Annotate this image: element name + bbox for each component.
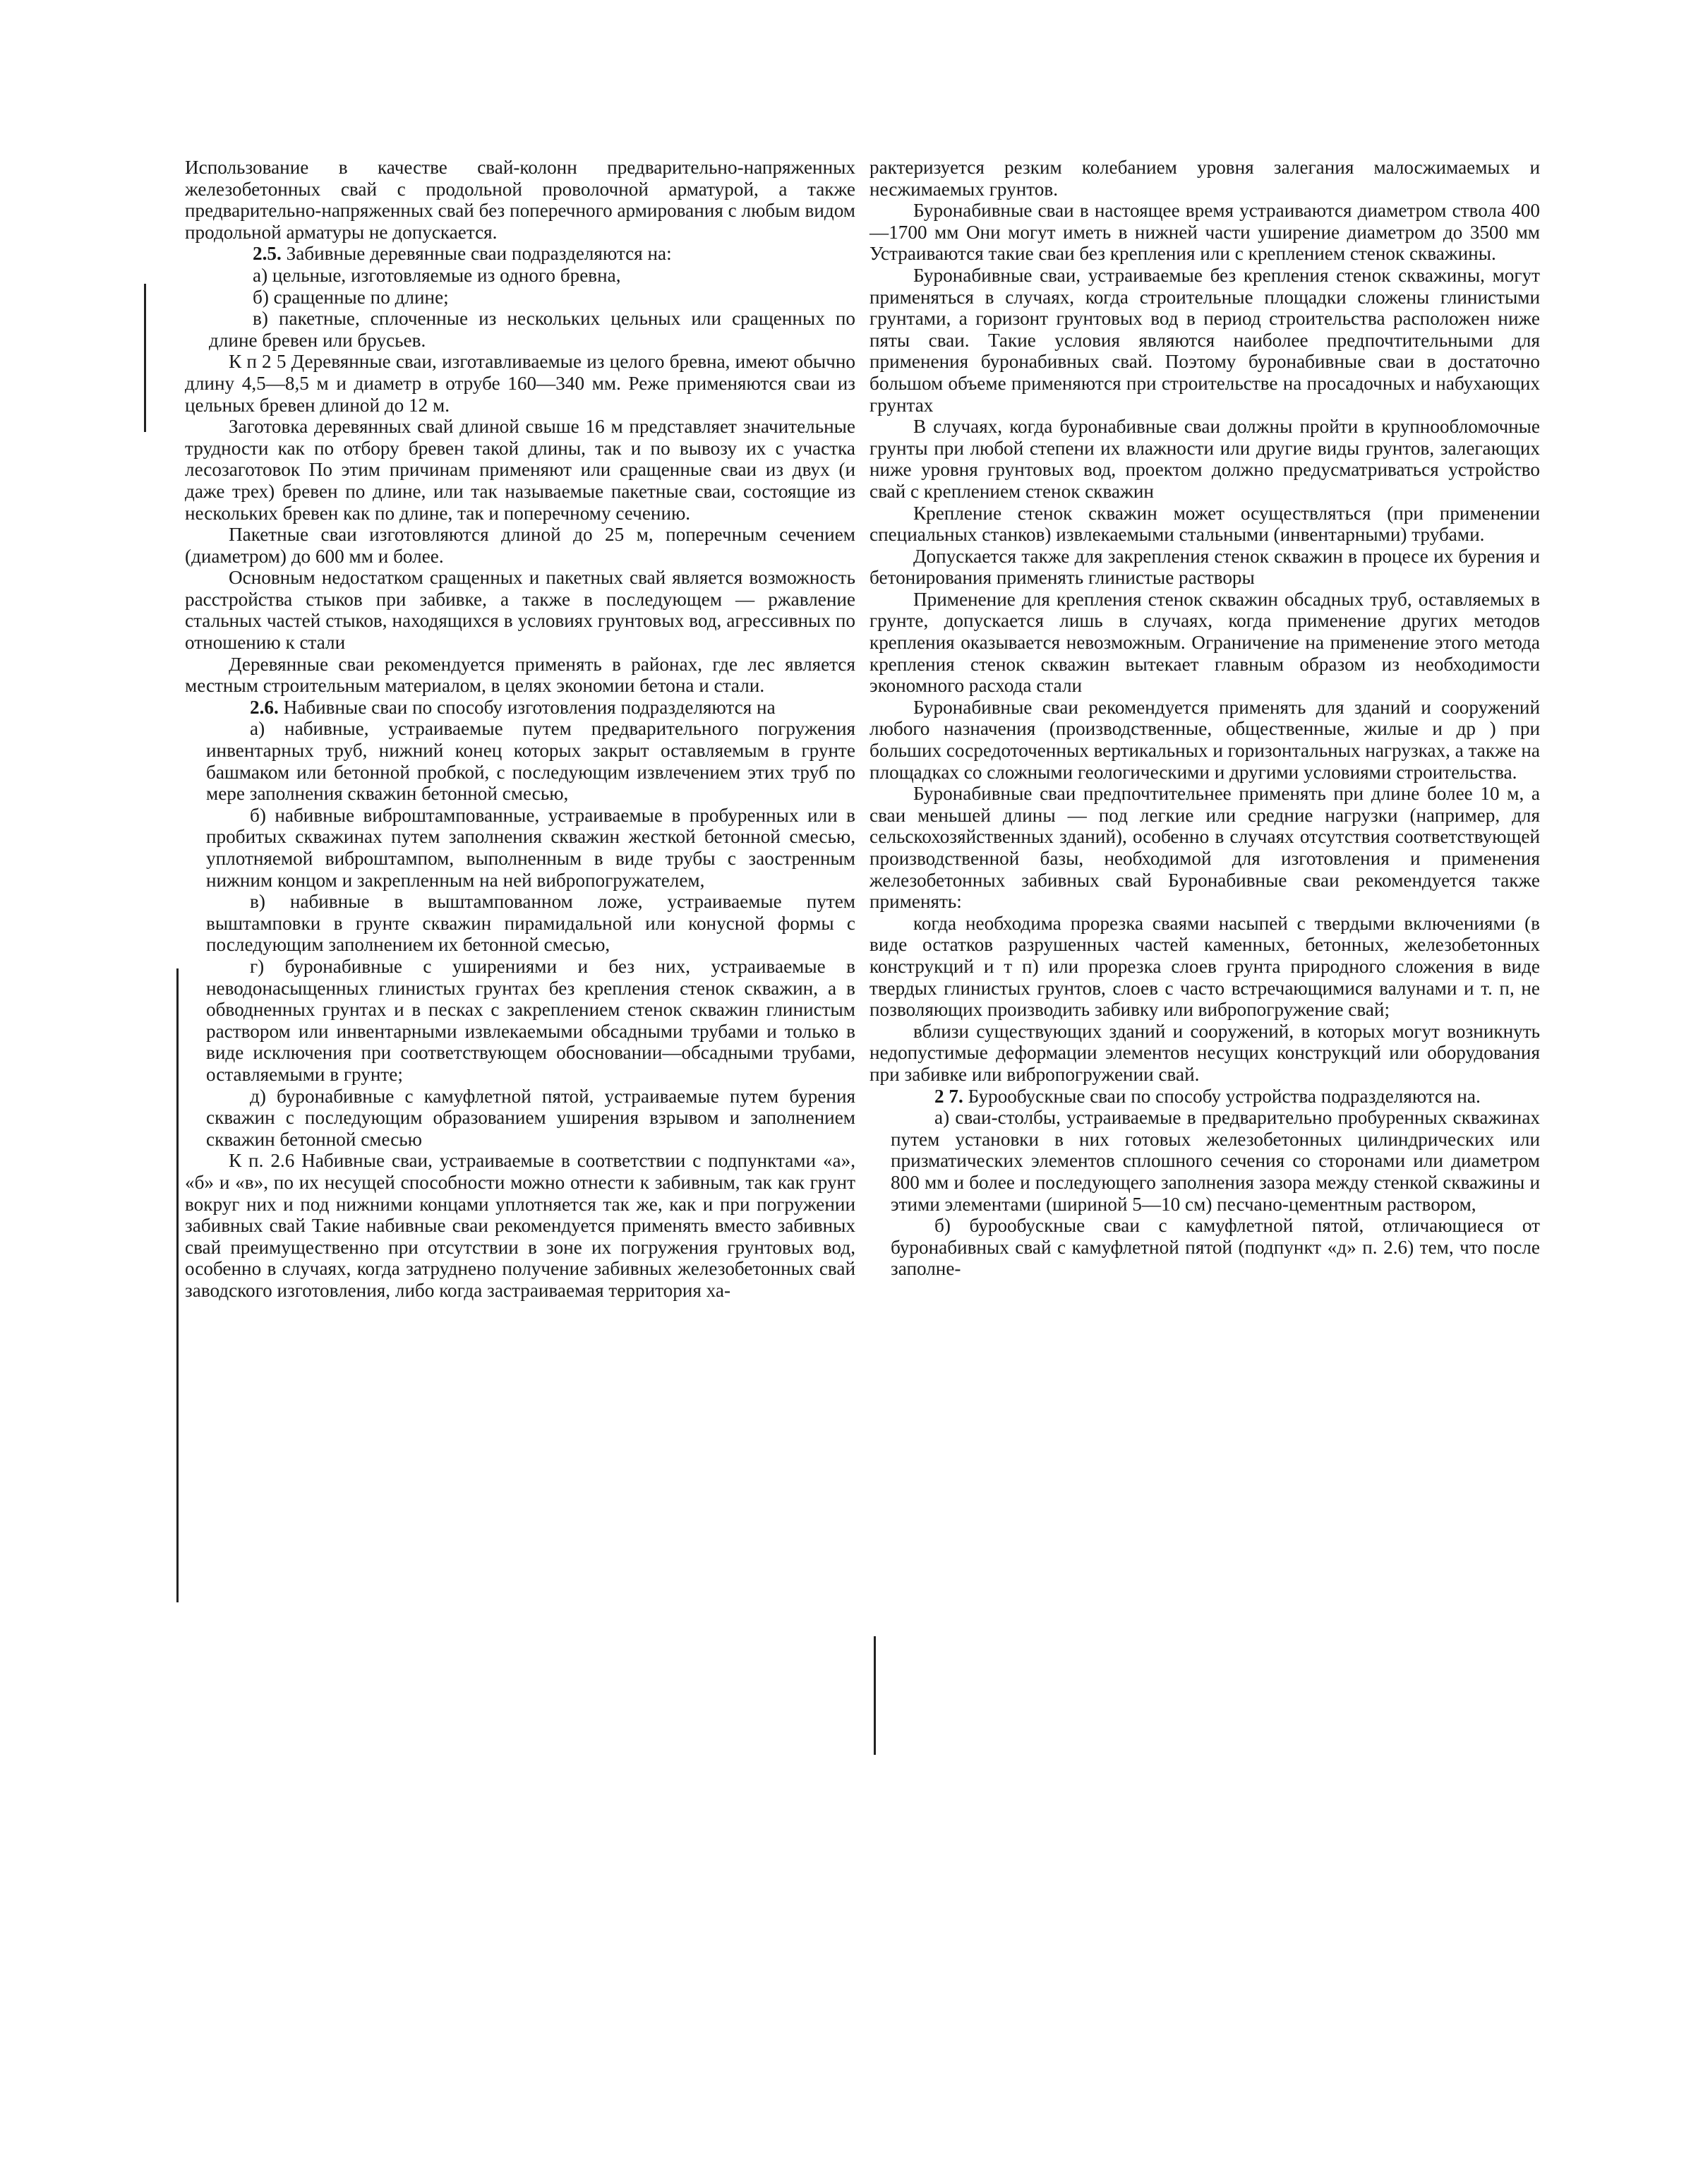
paragraph-left-4: б) сращенные по длине;	[253, 286, 449, 308]
paragraph-left-17: К п. 2.6 Набивные сваи, устраиваемые в соответствии с подпунктами «а», «б» и «в», по их несущей способности можно отнести к забивным, так как грунт вокруг них и под нижними концами уплотняется так же, как и при погружении забивных свай Такие набивные сваи рекомендуется применять вместо забивных свай преимущественно при отсутствии в зоне их погружения грунтовых вод, особенно в случаях, когда затруднено получение забивных железобетонных свай заводского изготовления, либо когда застраиваемая территория ха-	[185, 1150, 855, 1301]
clause-number: 2.6.	[250, 696, 279, 718]
revision-bar-2-5	[144, 284, 146, 432]
paragraph-left-14: в) набивные в выштампованном ложе, устраиваемые путем выштамповки в грунте скважин пирамидальной или конусной формы с последующим заполнением их бетонной смесью,	[206, 891, 855, 956]
paragraph-right-6: Допускается также для закрепления стенок скважин в процесе их бурения и бетонирования применять глинистые растворы	[869, 545, 1540, 589]
revision-bar-2-6	[176, 968, 179, 1602]
paragraph-right-11: вблизи существующих зданий и сооружений, в которых могут возникнуть недопустимые деформации элементов несущих конструкций или оборудования при забивке или вибропогружении свай.	[869, 1020, 1540, 1085]
paragraph-left-7: Заготовка деревянных свай длиной свыше 16 м представляет значительные трудности как по отбору бревен такой длины, так и по вывозу их с участка лесозаготовок По этим причинам применяют или сращенные сваи из двух (и даже трех) бревен по длине, или так называемые пакетные сваи, состоящие из нескольких бревен как по длине, так и поперечному сечению.	[185, 416, 855, 524]
clause-number: 2 7.	[934, 1085, 963, 1107]
paragraph-right-4: В случаях, когда буронабивные сваи должны пройти в крупнообломочные грунты при любой степени их влажности или другие виды грунтов, залегающих ниже уровня грунтовых вод, проектом должно предусматриваться устройство свай с креплением стенок скважин	[869, 416, 1540, 502]
paragraph-left-6: К п 2 5 Деревянные сваи, изготавливаемые из целого бревна, имеют обычно длину 4,5—8,5 м и диаметр в отрубе 160—340 мм. Реже применяются сваи из цельных бревен длиной до 12 м.	[185, 351, 855, 416]
paragraph-right-13: а) сваи-столбы, устраиваемые в предварительно пробуренных скважинах путем установки в них готовых железобетонных цилиндрических или призматических элементов сплошного сечения со сторонами или диаметром 800 мм и более и последующего заполнения зазора между стенкой скважины и этими элементами (шириной 5—10 см) песчано-цементным раствором,	[891, 1107, 1540, 1215]
paragraph-left-2: 2.5. Забивные деревянные сваи подразделяются на:	[253, 243, 672, 265]
paragraph-right-3: Буронабивные сваи, устраиваемые без крепления стенок скважины, могут применяться в случаях, когда строительные площадки сложены глинистыми грунтами, а горизонт грунтовых вод в период строительства расположен ниже пяты сваи. Такие условия являются наиболее предпочтительными для применения буронабивных свай. Поэтому буронабивные сваи в достаточно большом объеме применяются при строительстве на просадочных и набухающих грунтах	[869, 264, 1540, 416]
paragraph-right-8: Буронабивные сваи рекомендуется применять для зданий и сооружений любого назначения (производственные, общественные, жилые и др ) при больших сосредоточенных вертикальных и горизонтальных нагрузках, а также на площадках со сложными геологическими и другими условиями строительства.	[869, 696, 1540, 783]
paragraph-right-5: Крепление стенок скважин может осуществляться (при применении специальных станков) извлекаемыми стальными (инвентарными) трубами.	[869, 502, 1540, 546]
paragraph-right-10: когда необходима прорезка сваями насыпей с твердыми включениями (в виде остатков разрушенных частей каменных, бетонных, железобетонных конструкций и т п) или прорезка слоев грунта природного сложения в виде твердых глинистых грунтов, слоев с часто встречающимися валунами и т. п, не позволяющих производить забивку или вибропогружение свай;	[869, 912, 1540, 1021]
paragraph-left-11: 2.6. Набивные сваи по способу изготовления подразделяются на	[250, 696, 776, 718]
paragraph-right-14: б) бурообускные сваи с камуфлетной пятой, отличающиеся от буронабивных свай с камуфлетной пятой (подпункт «д» п. 2.6) тем, что после заполне-	[891, 1215, 1540, 1280]
left-column	[185, 157, 855, 1301]
paragraph-left-8: Пакетные сваи изготовляются длиной до 25 м, поперечным сечением (диаметром) до 600 мм и более.	[185, 524, 855, 567]
paragraph-right-7: Применение для крепления стенок скважин обсадных труб, оставляемых в грунте, допускается лишь в случаях, когда применение других методов крепления оказывается невозможным. Ограничение на применение этого метода крепления стенок скважин вытекает главным образом из необходимости экономного расхода стали	[869, 588, 1540, 697]
clause-number: 2.5.	[253, 243, 282, 265]
paragraph-left-16: д) буронабивные с камуфлетной пятой, устраиваемые путем бурения скважин с последующим образованием уширения взрывом и заполнением скважин бетонной смесью	[206, 1085, 855, 1150]
paragraph-left-15: г) буронабивные с уширениями и без них, устраиваемые в неводонасыщенных глинистых грунтах без крепления стенок скважин, а в обводненных грунтах и в песках с закреплением стенок скважин глинистым раствором или инвентарными извлекаемыми обсадными трубами и только в виде исключения при соответствующем обосновании—обсадными трубами, оставляемыми в грунте;	[206, 955, 855, 1085]
paragraph-right-12: 2 7. Бурообускные сваи по способу устройства подразделяются на.	[934, 1085, 1481, 1107]
paragraph-left-13: б) набивные виброштампованные, устраиваемые в пробуренных или в пробитых скважинах путем заполнения скважин жесткой бетонной смесью, уплотняемой виброштампом, выполненным в виде трубы с заостренным нижним концом и закрепленным на ней вибропогружателем,	[206, 804, 855, 891]
paragraph-left-1: Использование в качестве свай-колонн предварительно-напряженных железобетонных свай с продольной проволочной арматурой, а также предварительно-напряженных свай без поперечного армирования с любым видом продольной арматуры не допускается.	[185, 157, 855, 243]
paragraph-right-9: Буронабивные сваи предпочтительнее применять при длине более 10 м, а сваи меньшей длины — под легкие или средние нагрузки (например, для сельскохозяйственных зданий), особенно в случаях отсутствия соответствующей производственной базы, необходимой для изготовления и применения железобетонных забивных свай Буронабивные сваи рекомендуется также применять:	[869, 783, 1540, 913]
paragraph-left-9: Основным недостатком сращенных и пакетных свай является возможность расстройства стыков при забивке, а также в последующем — ржавление стальных частей стыков, находящихся в условиях грунтовых вод, агрессивных по отношению к стали	[185, 567, 855, 654]
right-column	[869, 157, 1540, 1280]
paragraph-right-1: рактеризуется резким колебанием уровня залегания малосжимаемых и несжимаемых грунтов.	[869, 157, 1540, 200]
paragraph-left-3: а) цельные, изготовляемые из одного бревна,	[253, 264, 621, 286]
paragraph-left-5: в) пакетные, сплоченные из нескольких цельных или сращенных по длине бревен или брусьев.	[209, 308, 855, 351]
paragraph-left-10: Деревянные сваи рекомендуется применять в районах, где лес является местным строительным материалом, в целях экономии бетона и стали.	[185, 653, 855, 697]
paragraph-right-2: Буронабивные сваи в настоящее время устраиваются диаметром ствола 400—1700 мм Они могут иметь в нижней части уширение диаметром до 3500 мм Устраиваются такие сваи без крепления или с креплением стенок скважины.	[869, 200, 1540, 265]
revision-bar-2-7	[874, 1636, 876, 1755]
paragraph-left-12: а) набивные, устраиваемые путем предварительного погружения инвентарных труб, нижний конец которых закрыт оставляемым в грунте башмаком или бетонной пробкой, с последующим извлечением этих труб по мере заполнения скважин бетонной смесью,	[206, 718, 855, 805]
